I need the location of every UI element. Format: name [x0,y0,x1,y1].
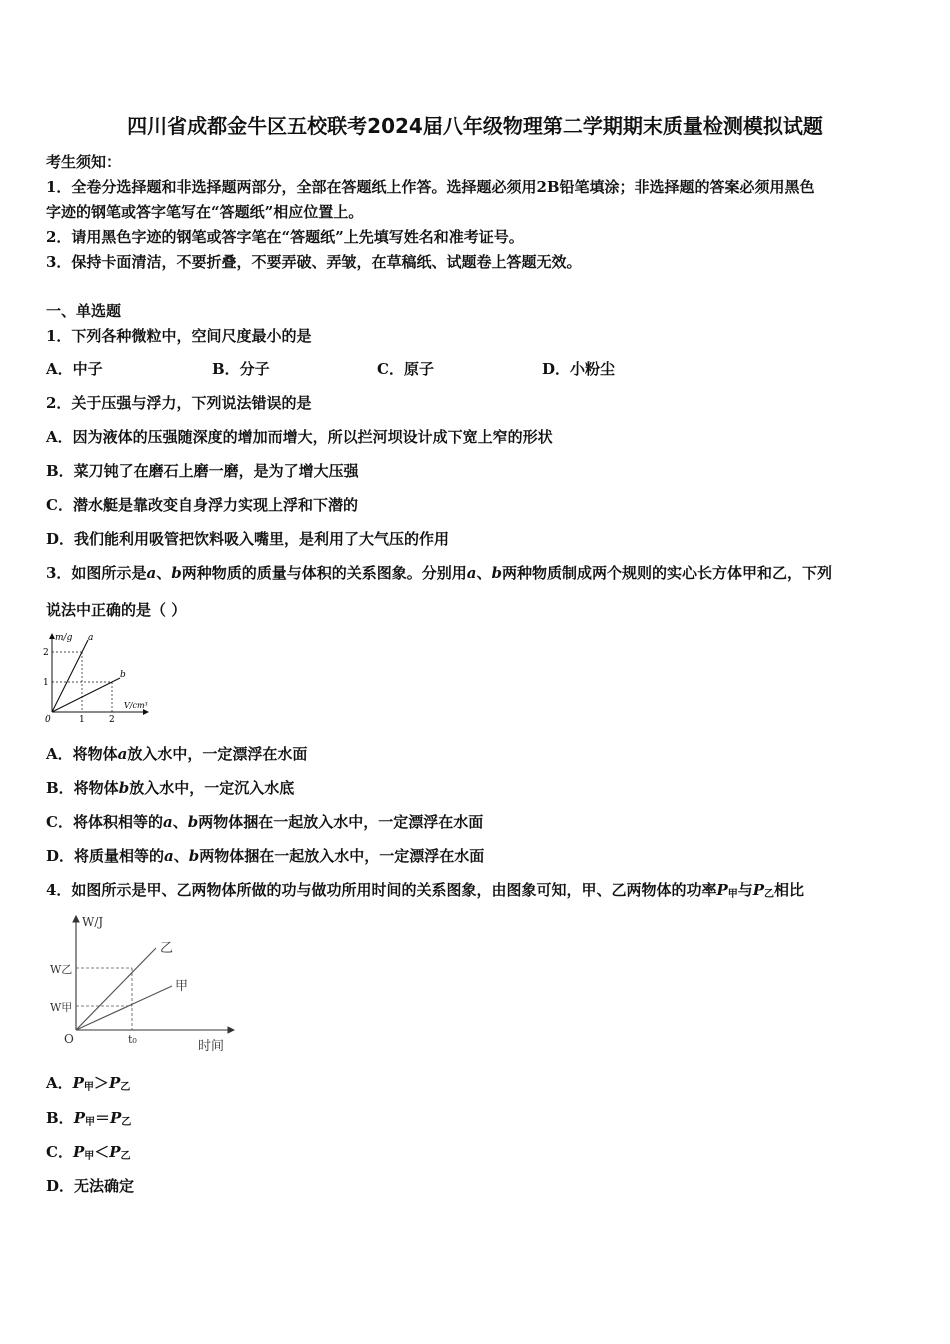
q3-line-b [52,678,120,712]
q3-stem-part3: 两种物质制成两个规则的实心长方体甲和乙，下列 [501,564,832,582]
q4-c-sub2: 乙 [120,1151,131,1162]
q4-w-yi-label: W乙 [50,963,73,976]
q3-option-c-post: 两物体捆在一起放入水中，一定漂浮在水面 [198,813,484,831]
q3-option-b-var: b [118,779,130,797]
q3-stem [46,563,832,583]
q4-line-jia-label: 甲 [175,979,189,994]
q3-option-a-var: a [117,745,128,763]
q3-option-d-pre: D．将质量相等的 [46,847,165,865]
q3-option-b-pre: B．将物体 [46,779,119,797]
q4-b-sub2: 乙 [121,1117,132,1128]
q3-option-a-post: 放入水中，一定漂浮在水面 [127,745,308,763]
q4-t0-label: t₀ [128,1033,137,1046]
q4-w-jia-label: W甲 [50,1001,73,1014]
q4-option-c-label: C． [46,1143,73,1161]
q3-option-c-pre: C．将体积相等的 [46,813,163,831]
q3-var-a: a [146,564,157,582]
q4-c-p2: P [109,1143,121,1161]
q3-origin: 0 [45,715,51,725]
q3-option-c [46,812,483,832]
q4-b-op: ＝ [94,1109,110,1127]
q4-line-yi [76,948,156,1030]
q4-option-d: D．无法确定 [46,1177,135,1195]
q4-option-a [46,1073,130,1098]
q3-option-b-post: 放入水中，一定沉入水底 [129,779,295,797]
q3-y-tick-1: 1 [43,678,49,688]
q3-stem-part1: 3．如图所示是 [46,564,147,582]
q1-option-b: B．分子 [212,360,270,378]
q4-option-a-label: A． [46,1074,73,1092]
q3-line-a-label: a [88,633,94,643]
q3-option-a [46,744,307,764]
notice-item-3: 3．保持卡面清洁，不要折叠，不要弄破、弄皱，在草稿纸、试题卷上答题无效。 [46,253,582,271]
notice-item-2: 2．请用黑色字迹的钢笔或答字笔在“答题纸”上先填写姓名和准考证号。 [46,228,524,246]
q3-sep-2: 、 [476,564,492,582]
q4-c-sub1: 甲 [84,1151,95,1162]
q4-b-p1: P [73,1109,85,1127]
q1-option-a: A．中子 [46,360,103,378]
q3-line-a [52,640,88,712]
page-title: 四川省成都金牛区五校联考2024届八年级物理第二学期期末质量检测模拟试题 [127,114,823,138]
q4-work-time-graph [44,910,244,1058]
q2-stem: 2．关于压强与浮力，下列说法错误的是 [46,394,312,412]
q4-p-yi: P [752,881,765,899]
q4-stem [46,880,804,905]
notice-item-1-cont: 字迹的钢笔或答字笔写在“答题纸”相应位置上。 [46,203,364,221]
q3-option-b [46,778,294,798]
q4-b-p2: P [109,1109,122,1127]
q4-option-b [46,1108,131,1133]
q3-option-d-var-a: a [164,847,174,865]
q4-b-sub1: 甲 [84,1117,95,1128]
q1-option-c: C．原子 [377,360,434,378]
q2-option-c: C．潜水艇是靠改变自身浮力实现上浮和下潜的 [46,496,358,514]
q3-option-c-var-b: b [187,813,199,831]
q4-line-yi-label: 乙 [160,941,174,956]
q3-option-c-sep: 、 [172,813,188,831]
q4-option-b-label: B． [46,1109,74,1127]
q3-stem-part2: 两种物质的质量与体积的关系图象。分别用 [181,564,467,582]
q4-a-sub1: 甲 [83,1082,94,1093]
q4-p-jia: P [716,881,728,899]
q4-line-jia [76,986,172,1030]
q3-stem-line2: 说法中正确的是（ ） [46,601,187,619]
q4-c-p1: P [72,1143,85,1161]
q1-stem: 1．下列各种微粒中，空间尺度最小的是 [46,327,312,345]
q3-var-b: b [171,564,182,582]
q3-y-tick-2: 2 [43,648,49,658]
q4-c-op: ＜ [94,1143,110,1161]
q3-var-b-2: b [491,564,502,582]
q4-a-sub2: 乙 [120,1082,131,1093]
q2-option-d: D．我们能利用吸管把饮料吸入嘴里，是利用了大气压的作用 [46,530,450,548]
q3-line-b-label: b [120,670,126,680]
q2-option-b: B．菜刀钝了在磨石上磨一磨，是为了增大压强 [46,462,359,480]
q3-y-label: m/g [55,633,73,643]
q3-sep: 、 [156,564,172,582]
q3-x-tick-2: 2 [109,715,115,725]
q4-a-p2: P [108,1074,121,1092]
q4-p-jia-sub: 甲 [727,889,738,900]
q3-mass-volume-graph [40,628,160,728]
q2-option-a: A．因为液体的压强随深度的增加而增大，所以拦河坝设计成下宽上窄的形状 [46,428,553,446]
q4-origin: O [64,1032,74,1046]
q3-option-a-pre: A．将物体 [46,745,118,763]
q3-option-d-post: 两物体捆在一起放入水中，一定漂浮在水面 [199,847,485,865]
q4-y-label: W/J [82,915,104,929]
q3-option-d-var-b: b [188,847,200,865]
q1-option-d: D．小粉尘 [542,360,616,378]
q4-option-c [46,1142,131,1167]
q4-stem-part2: 相比 [774,881,805,899]
q4-a-op: ＞ [93,1074,109,1092]
q4-stem-part1: 4．如图所示是甲、乙两物体所做的功与做功所用时间的关系图象，由图象可知，甲、乙两物体的功率 [46,881,717,899]
q3-option-d-sep: 、 [173,847,189,865]
q3-var-a-2: a [466,564,477,582]
notice-item-1: 1．全卷分选择题和非选择题两部分，全部在答题纸上作答。选择题必须用2B铅笔填涂；非选择题的答案必须用黑色 [46,178,815,196]
q4-yu: 与 [737,881,753,899]
q4-p-yi-sub: 乙 [764,889,775,900]
notice-heading: 考生须知： [46,153,122,171]
q4-a-p1: P [72,1074,84,1092]
q3-x-label: V/cm³ [124,701,148,710]
q4-x-label: 时间 [198,1039,225,1054]
q3-option-d [46,846,484,866]
q3-option-c-var-a: a [162,813,173,831]
q3-x-tick-1: 1 [79,715,85,725]
section-heading: 一、单选题 [46,302,122,320]
